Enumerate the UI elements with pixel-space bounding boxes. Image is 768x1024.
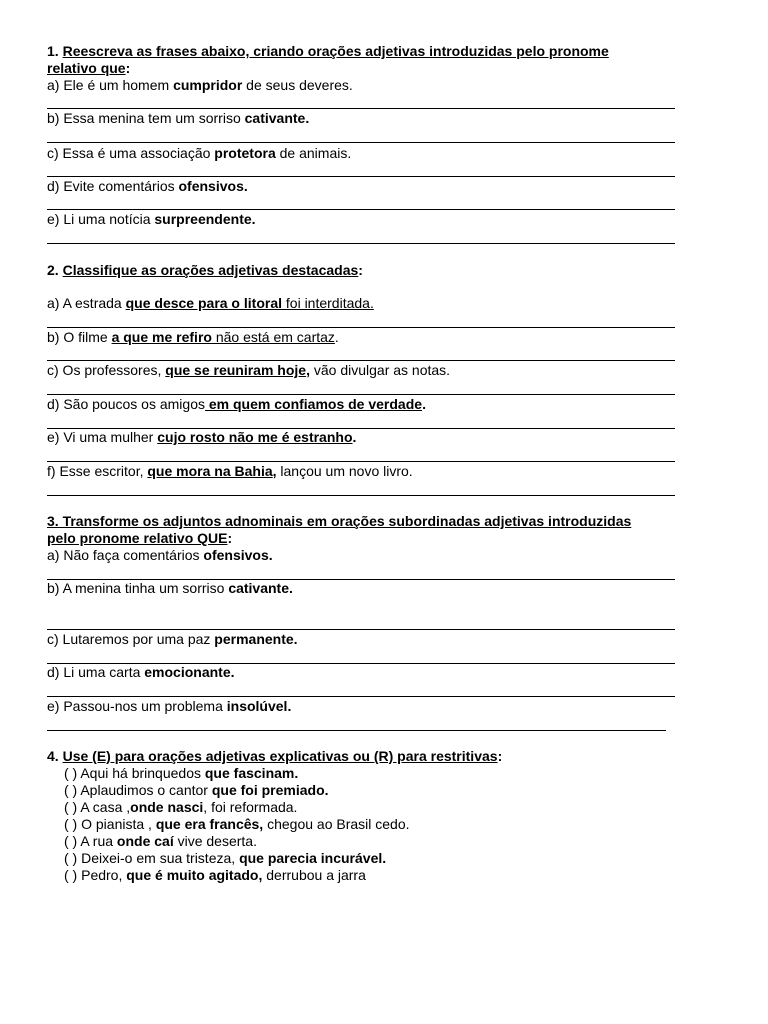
q3-title-text: Transforme os adjuntos adnominais em orações subordinadas adjetivas introduzidas bbox=[62, 513, 632, 529]
answer-line bbox=[47, 108, 675, 109]
q4-option-1: ( ) Aqui há brinquedos que fascinam. bbox=[64, 765, 299, 781]
answer-line bbox=[47, 730, 666, 731]
answer-line bbox=[47, 495, 675, 496]
answer-parentheses[interactable]: ( ) bbox=[64, 799, 78, 815]
q1-item-b: b) Essa menina tem um sorriso cativante. bbox=[47, 110, 310, 126]
q4-option-6: ( ) Deixei-o em sua tristeza, que parecia incurável. bbox=[64, 850, 387, 866]
q4-title: 4. Use (E) para orações adjetivas explicativas ou (R) para restritivas: bbox=[47, 748, 503, 764]
q1-title-text: Reescreva as frases abaixo, criando orações adjetivas introduzidas pelo pronome bbox=[62, 43, 609, 59]
answer-parentheses[interactable]: ( ) bbox=[64, 816, 78, 832]
answer-parentheses[interactable]: ( ) bbox=[64, 867, 78, 883]
answer-line bbox=[47, 696, 675, 697]
q3-title-line1 bbox=[47, 513, 631, 530]
answer-line bbox=[47, 209, 675, 210]
answer-line bbox=[47, 394, 675, 395]
answer-line bbox=[47, 461, 675, 462]
q2-title-text: Classifique as orações adjetivas destacadas bbox=[62, 262, 359, 278]
q1-item-d: d) Evite comentários ofensivos. bbox=[47, 178, 248, 194]
q1-item-e: e) Li uma notícia surpreendente. bbox=[47, 211, 256, 227]
answer-parentheses[interactable]: ( ) bbox=[64, 765, 78, 781]
q3-item-a: a) Não faça comentários ofensivos. bbox=[47, 547, 273, 563]
q4-title-text: Use (E) para orações adjetivas explicativas ou (R) para restritivas bbox=[62, 748, 498, 764]
q4-option-7: ( ) Pedro, que é muito agitado, derrubou a jarra bbox=[64, 867, 366, 883]
q3-item-c: c) Lutaremos por uma paz permanente. bbox=[47, 631, 298, 647]
q3-item-d: d) Li uma carta emocionante. bbox=[47, 664, 235, 680]
q1-title-text-2: relativo que bbox=[47, 60, 126, 76]
q3-title-text-2: pelo pronome relativo QUE bbox=[47, 530, 228, 546]
q3-item-e: e) Passou-nos um problema insolúvel. bbox=[47, 698, 292, 714]
answer-line bbox=[47, 629, 675, 630]
q2-item-e: e) Vi uma mulher cujo rosto não me é estranho. bbox=[47, 429, 357, 445]
q1-colon: : bbox=[125, 60, 131, 76]
q4-option-2: ( ) Aplaudimos o cantor que foi premiado. bbox=[64, 782, 329, 798]
q1-title-line2 bbox=[47, 60, 130, 77]
answer-parentheses[interactable]: ( ) bbox=[64, 850, 78, 866]
q2-item-f: f) Esse escritor, que mora na Bahia, lançou um novo livro. bbox=[47, 463, 413, 479]
q1-item-a: a) Ele é um homem cumpridor de seus deveres. bbox=[47, 77, 353, 93]
q3-title-line2: pelo pronome relativo QUE: bbox=[47, 530, 233, 546]
answer-line bbox=[47, 327, 675, 328]
answer-line bbox=[47, 176, 675, 177]
q1-title-line1 bbox=[47, 43, 609, 60]
answer-line bbox=[47, 360, 675, 361]
q1-number: 1. bbox=[47, 43, 59, 59]
answer-line bbox=[47, 142, 675, 143]
answer-parentheses[interactable]: ( ) bbox=[64, 833, 78, 849]
q2-item-c: c) Os professores, que se reuniram hoje, vão divulgar as notas. bbox=[47, 362, 451, 378]
q3-item-b: b) A menina tinha um sorriso cativante. bbox=[47, 580, 293, 596]
q4-option-3: ( ) A casa ,onde nasci, foi reformada. bbox=[64, 799, 298, 815]
q2-item-d: d) São poucos os amigos em quem confiamos de verdade. bbox=[47, 396, 426, 412]
q2-title: 2. Classifique as orações adjetivas destacadas: bbox=[47, 262, 363, 278]
q4-number: 4. bbox=[47, 748, 63, 764]
q2-item-b: b) O filme a que me refiro não está em cartaz. bbox=[47, 329, 339, 345]
q4-option-5: ( ) A rua onde caí vive deserta. bbox=[64, 833, 257, 849]
q4-option-4: ( ) O pianista , que era francês, chegou ao Brasil cedo. bbox=[64, 816, 410, 832]
q2-item-a: a) A estrada que desce para o litoral foi interditada. bbox=[47, 295, 374, 311]
answer-line bbox=[47, 243, 675, 244]
q3-number: 3. bbox=[47, 513, 63, 529]
q1-item-c: c) Essa é uma associação protetora de animais. bbox=[47, 145, 352, 161]
answer-parentheses[interactable]: ( ) bbox=[64, 782, 78, 798]
q2-number: 2. bbox=[47, 262, 59, 278]
